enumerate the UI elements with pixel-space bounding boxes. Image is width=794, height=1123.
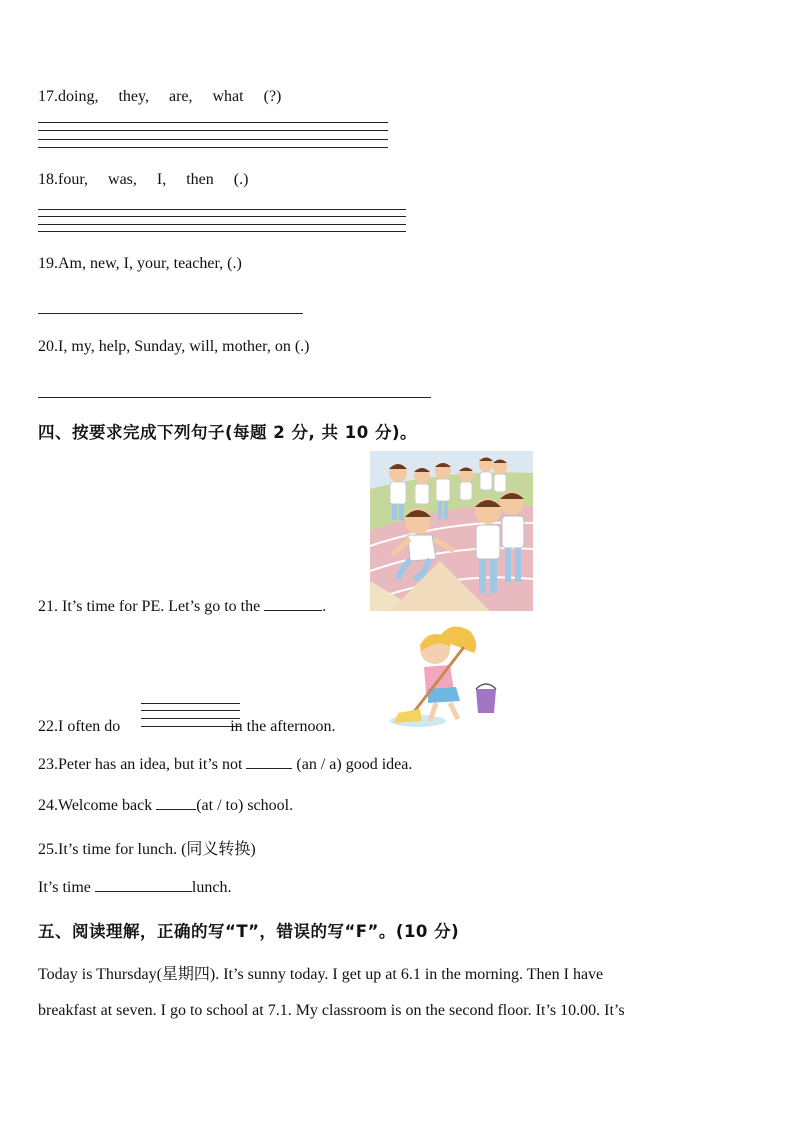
word-tile: was, xyxy=(108,171,137,188)
passage-line-1: Today is Thursday(星期四). It’s sunny today. I get up at 6.1 in the morning. Then I have xyxy=(38,966,604,983)
answer-prefix: It’s time xyxy=(38,879,95,896)
word-tile: doing, xyxy=(58,88,99,105)
girl-mopping-illustration xyxy=(380,617,505,732)
question-20 xyxy=(38,338,309,356)
answer-blank[interactable] xyxy=(264,596,322,611)
word-tile: four, xyxy=(58,171,89,188)
word-tile: they, xyxy=(118,88,149,105)
question-number: 19. xyxy=(38,255,58,272)
question-number: 20. xyxy=(38,338,58,355)
answer-line[interactable] xyxy=(38,231,406,232)
question-19 xyxy=(38,255,242,273)
answer-line[interactable] xyxy=(38,216,406,217)
question-text: It’s time for lunch. (同义转换) xyxy=(58,841,256,858)
question-25 xyxy=(38,836,256,859)
answer-suffix: lunch. xyxy=(191,879,232,896)
answer-line[interactable] xyxy=(141,710,240,711)
question-number: 25. xyxy=(38,841,58,858)
question-text: Welcome back xyxy=(58,797,157,814)
question-17 xyxy=(38,88,301,106)
question-22 xyxy=(38,718,336,736)
word-tile: (?) xyxy=(263,88,282,105)
answer-line[interactable] xyxy=(38,209,406,210)
question-21 xyxy=(38,596,326,616)
question-number: 21 xyxy=(38,598,54,615)
question-text: I often do xyxy=(58,718,125,735)
question-number: 18. xyxy=(38,171,58,188)
question-text: Peter has an idea, but it’s not xyxy=(58,756,247,773)
question-24 xyxy=(38,795,293,815)
question-text-after: (an / a) good idea. xyxy=(292,756,413,773)
answer-blank[interactable] xyxy=(95,877,192,892)
word-tile: (.) xyxy=(233,171,249,188)
question-23 xyxy=(38,754,412,774)
question-text: I, my, help, Sunday, will, mother, on (.) xyxy=(58,338,310,355)
question-number: 23. xyxy=(38,756,58,773)
answer-line[interactable] xyxy=(38,130,388,131)
question-number: 24. xyxy=(38,797,58,814)
section-heading-5: 五、阅读理解，正确的写“T”，错误的写“F”。(10 分) xyxy=(38,922,460,941)
question-text: . It’s time for PE. Let’s go to the xyxy=(54,598,265,615)
answer-line[interactable] xyxy=(38,397,431,398)
question-text: Am, new, I, your, teacher, (.) xyxy=(58,255,242,272)
question-number: 17. xyxy=(38,88,58,105)
answer-blank[interactable] xyxy=(246,754,292,769)
answer-blank[interactable] xyxy=(156,795,196,810)
question-text-after: (at / to) school. xyxy=(196,797,294,814)
question-text-after: in the afternoon. xyxy=(226,718,336,735)
question-25-answer xyxy=(38,877,231,897)
word-tile: then xyxy=(186,171,214,188)
question-18 xyxy=(38,171,268,189)
running-track-illustration xyxy=(370,451,533,611)
passage-line-2: breakfast at seven. I go to school at 7.1. My classroom is on the second floor. It’s 10.00. It’s xyxy=(38,1002,625,1019)
answer-line[interactable] xyxy=(38,224,406,225)
word-tile: I, xyxy=(156,171,167,188)
answer-line[interactable] xyxy=(38,147,388,148)
answer-line[interactable] xyxy=(38,122,388,123)
word-tile: are, xyxy=(168,88,193,105)
punctuation: . xyxy=(322,598,327,615)
answer-line[interactable] xyxy=(38,313,303,314)
section-heading-4: 四、按要求完成下列句子(每题 2 分, 共 10 分)。 xyxy=(38,423,418,442)
word-tile: what xyxy=(212,88,244,105)
question-number: 22. xyxy=(38,718,58,735)
answer-line[interactable] xyxy=(38,139,388,140)
answer-line[interactable] xyxy=(141,703,240,704)
